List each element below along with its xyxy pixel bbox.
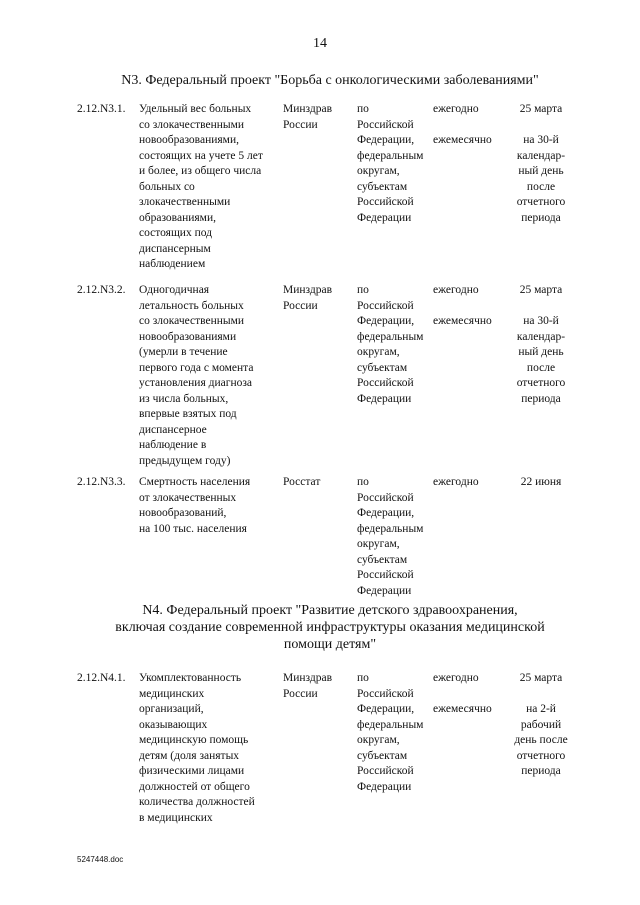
due-date [508,283,574,407]
text-line: ежемесячно [433,134,492,146]
text-line: отчетного [516,749,566,762]
due-date [508,475,574,491]
spacer [508,687,574,703]
text-line: новообразованиями [139,330,237,343]
page-number: 14 [313,36,327,51]
row-number: 2.12.N3.1. [77,103,126,115]
frequency [433,283,508,330]
text-line: Федерации [357,584,412,597]
text-line: Российской [357,118,414,131]
text-line: количества должностей [139,796,255,808]
section-title-line: N4. Федеральный проект "Развитие детского здравоохранения, [142,603,518,618]
text-line: Укомплектованность [139,672,242,684]
text-line: отчетного [516,377,566,389]
text-line: ежегодно [433,103,479,115]
section-title-n4 [60,602,600,653]
text-line: и более, из общего числа [139,165,262,177]
indicator-name [139,475,284,537]
text-line: по [357,476,369,488]
text-line: на 2-й [526,703,556,715]
text-line: федеральным [357,718,424,731]
text-line: 25 марта [519,672,563,684]
text-line: (умерли в течение [139,346,228,358]
text-line: впервые взятых под [139,408,237,420]
text-line: Федерации, [357,134,415,146]
row-number: 2.12.N3.3. [77,476,126,488]
text-line: в медицинских [139,811,213,824]
spacer [433,687,508,703]
text-line: округам, [357,165,400,177]
text-line: медицинских [139,687,205,700]
text-line: Удельный вес больных [139,103,252,115]
due-date [508,102,574,226]
spacer [433,118,508,134]
responsible-org [283,671,353,702]
text-line: детям (доля занятых [139,749,240,762]
text-line: первого года с момента [139,361,254,374]
text-line: больных со [139,180,195,193]
text-line: округам, [357,734,400,746]
text-line: предыдущем году) [139,454,231,467]
frequency [433,102,508,149]
text-line: Федерации [357,211,412,224]
text-line: летальность больных [139,299,244,312]
text-line: после [526,361,556,374]
footer-doc-id: 5247448.doc [77,855,124,864]
text-line: ежемесячно [433,703,492,715]
text-line: на 100 тыс. населения [139,522,247,535]
section-title-line: помощи детям" [283,637,377,652]
text-line: Минздрав [283,103,333,115]
text-line: Федерации, [357,315,415,327]
text-line: Российской [357,569,414,581]
text-line: России [283,687,318,700]
text-line: субъектам [357,749,408,762]
detail-level [357,475,432,599]
text-line: по [357,284,369,296]
text-line: после [526,180,556,193]
text-line: от злокачественных [139,491,237,504]
text-line: по [357,672,369,684]
text-line: ный день [518,165,564,177]
text-line: Федерации, [357,703,415,715]
text-line: Федерации, [357,507,415,519]
text-line: календар- [516,330,566,343]
text-line: Минздрав [283,284,333,296]
text-line: диспансерным [139,242,211,255]
responsible-org [283,283,353,314]
text-line: периода [521,211,561,224]
text-line: 22 июня [520,476,562,488]
text-line: должностей от общего [139,780,250,793]
detail-level [357,102,432,226]
text-line: на 30-й [523,134,559,146]
row-number: 2.12.N4.1. [77,672,126,684]
frequency [433,671,508,718]
text-line: России [283,118,318,131]
text-line: Российской [357,687,414,700]
text-line: Российской [357,765,414,777]
spacer [508,118,574,134]
text-line: наблюдением [139,258,206,270]
due-date [508,671,574,780]
text-line: 25 марта [519,284,563,296]
spacer [508,299,574,315]
text-line: периода [521,392,561,405]
text-line: день после [514,734,568,746]
text-line: федеральным [357,330,424,343]
text-line: диспансерное [139,423,207,436]
indicator-name [139,671,284,826]
text-line: субъектам [357,180,408,193]
text-line: физическими лицами [139,765,245,777]
detail-level [357,283,432,407]
text-line: организаций, [139,703,204,715]
text-line: со злокачественными [139,315,245,327]
text-line: ежегодно [433,672,479,684]
text-line: периода [521,765,561,777]
text-line: на 30-й [523,315,559,327]
text-line: Российской [357,196,414,208]
text-line: календар- [516,149,566,162]
text-line: Российской [357,299,414,312]
text-line: субъектам [357,553,408,566]
text-line: Российской [357,377,414,389]
text-line: по [357,103,369,115]
text-line: рабочий [520,718,562,731]
text-line: России [283,299,318,312]
text-line: новообразований, [139,507,227,519]
detail-level [357,671,432,795]
text-line: образованиями, [139,211,216,224]
text-line: федеральным [357,522,424,535]
text-line: Росстат [283,476,321,488]
text-line: со злокачественными [139,118,245,131]
text-line: отчетного [516,196,566,208]
text-line: Одногодичная [139,284,210,296]
text-line: Федерации [357,780,412,793]
section-title-line: включая создание современной инфраструктуры оказания медицинской [115,620,545,635]
text-line: установления диагноза [139,377,253,389]
section-title-n3 [60,72,600,89]
text-line: Российской [357,491,414,504]
text-line: ежегодно [433,284,479,296]
text-line: наблюдение в [139,439,207,451]
indicator-name [139,283,284,469]
indicator-name [139,102,284,273]
text-line: ежемесячно [433,315,492,327]
text-line: ный день [518,346,564,358]
section-title-line: N3. Федеральный проект "Борьба с онкологическими заболеваниями" [121,73,539,88]
row-number: 2.12.N3.2. [77,284,126,296]
text-line: из числа больных, [139,392,229,405]
frequency [433,475,508,491]
text-line: злокачественными [139,196,231,208]
text-line: ежегодно [433,476,479,488]
text-line: Минздрав [283,672,333,684]
responsible-org [283,475,353,491]
text-line: состоящих под [139,227,212,239]
responsible-org [283,102,353,133]
text-line: медицинскую помощь [139,734,249,746]
text-line: округам, [357,538,400,550]
text-line: округам, [357,346,400,358]
text-line: Федерации [357,392,412,405]
text-line: состоящих на учете 5 лет [139,149,263,162]
text-line: федеральным [357,149,424,162]
spacer [433,299,508,315]
text-line: оказывающих [139,718,208,731]
text-line: Смертность населения [139,476,251,488]
text-line: 25 марта [519,103,563,115]
text-line: субъектам [357,361,408,374]
text-line: новообразованиями, [139,134,239,146]
